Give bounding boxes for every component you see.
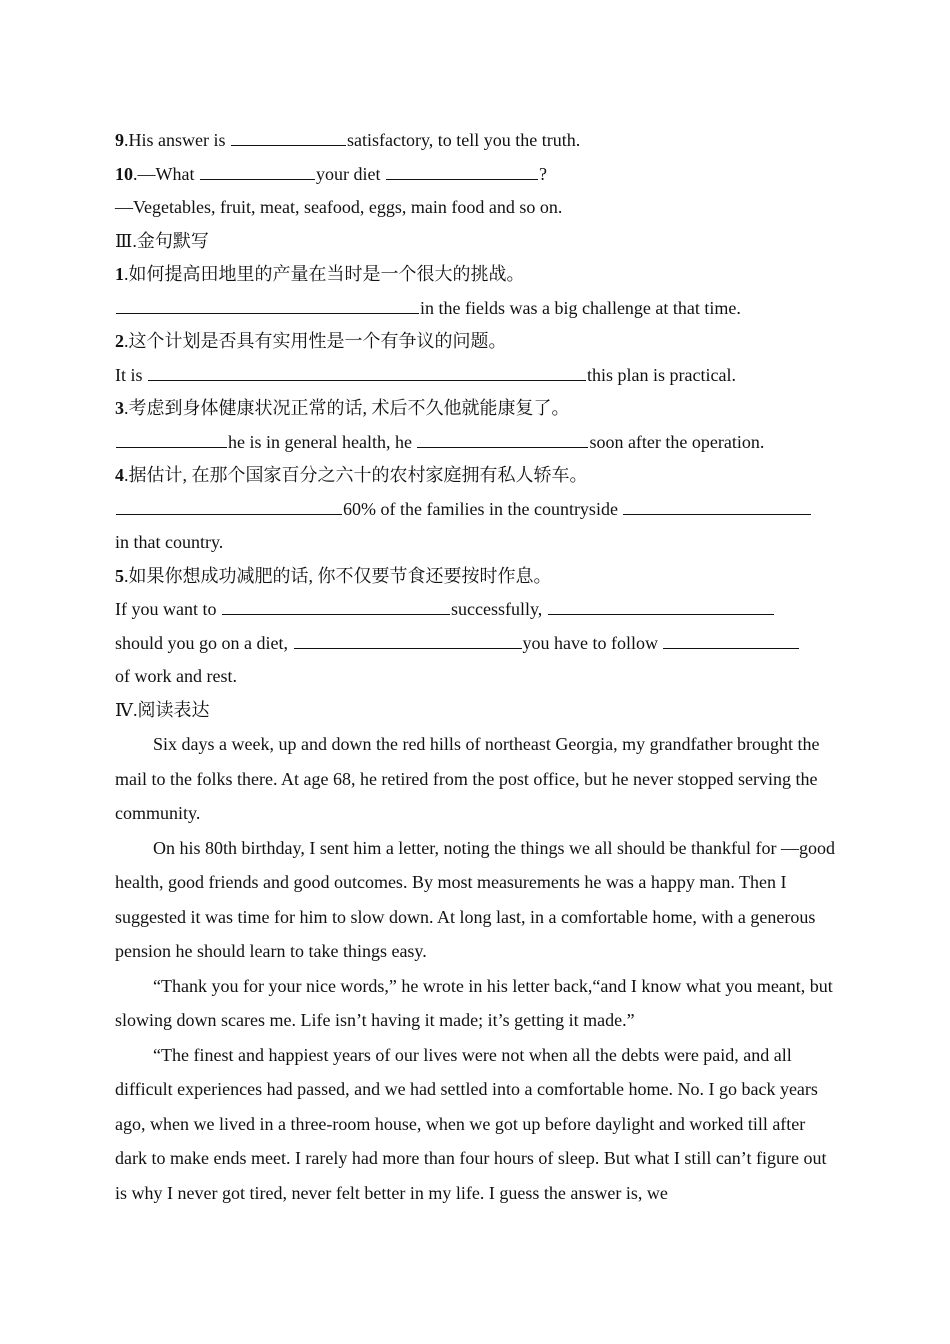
answer-blank[interactable] xyxy=(200,164,315,180)
sentence-1-chinese: 1.如何提高田地里的产量在当时是一个很大的挑战。 xyxy=(115,264,525,284)
answer-blank[interactable] xyxy=(663,633,799,649)
worksheet-page xyxy=(115,124,837,1210)
sentence-3-chinese: 3.考虑到身体健康状况正常的话, 术后不久他就能康复了。 xyxy=(115,398,570,418)
sentence-3-english: he is in general health, he soon after the operation. xyxy=(115,426,837,460)
section-title-reading: Ⅳ.阅读表达 xyxy=(115,699,210,720)
question-10-answer: —Vegetables, fruit, meat, seafood, eggs, main food and so on. xyxy=(115,197,563,217)
sentence-5-english-2: should you go on a diet, you have to follow xyxy=(115,627,837,661)
sentence-1-english: in the fields was a big challenge at that time. xyxy=(115,292,837,326)
answer-blank[interactable] xyxy=(231,130,346,146)
answer-blank[interactable] xyxy=(294,633,522,649)
sentence-4-chinese: 4.据估计, 在那个国家百分之六十的农村家庭拥有私人轿车。 xyxy=(115,465,588,485)
answer-blank[interactable] xyxy=(116,298,419,314)
answer-blank[interactable] xyxy=(116,432,227,448)
passage-paragraph-1: Six days a week, up and down the red hills of northeast Georgia, my grandfather brought the mail to the folks there. At age 68, he retired from the post office, but he never stopped serving the community. xyxy=(115,734,820,823)
answer-blank[interactable] xyxy=(222,599,450,615)
sentence-4-english: 60% of the families in the countryside xyxy=(115,493,837,527)
answer-blank[interactable] xyxy=(148,365,586,381)
passage-paragraph-4: “The finest and happiest years of our lives were not when all the debts were paid, and all difficult experiences had passed, and we had settled into a comfortable home. No. I go back years ago, when we lived in a three-room house, when we got up before daylight and worked till after dark to make ends meet. I rarely had more than four hours of sleep. But what I still can’t figure out is why I never got tired, never felt better in my life. I guess the answer is, we xyxy=(115,1044,827,1203)
section-title-sentences: Ⅲ.金句默写 xyxy=(115,230,209,251)
sentence-2-chinese: 2.这个计划是否具有实用性是一个有争议的问题。 xyxy=(115,331,507,351)
answer-blank[interactable] xyxy=(386,164,538,180)
answer-blank[interactable] xyxy=(548,599,774,615)
passage-paragraph-2: On his 80th birthday, I sent him a letter, noting the things we all should be thankful for —good health, good friends and good outcomes. By most measurements he was a happy man. Then I suggested it was time for him to slow down. At long last, in a comfortable home, with a generous pension he should learn to take things easy. xyxy=(115,837,836,961)
sentence-5-chinese: 5.如果你想成功减肥的话, 你不仅要节食还要按时作息。 xyxy=(115,565,552,586)
passage-paragraph-3: “Thank you for your nice words,” he wrote in his letter back,“and I know what you meant, but slowing down scares me. Life isn’t having it made; it’s getting it made.” xyxy=(115,975,833,1030)
sentence-4-english-cont: in that country. xyxy=(115,532,224,552)
answer-blank[interactable] xyxy=(623,499,811,515)
question-10: 10.—What your diet ? xyxy=(115,163,547,184)
sentence-5-english-3: of work and rest. xyxy=(115,666,237,686)
sentence-2-english: It is this plan is practical. xyxy=(115,364,736,385)
question-9: 9.His answer is satisfactory, to tell you the truth. xyxy=(115,130,581,150)
answer-blank[interactable] xyxy=(417,432,588,448)
sentence-5-english-1: If you want to successfully, xyxy=(115,593,837,627)
answer-blank[interactable] xyxy=(116,499,342,515)
